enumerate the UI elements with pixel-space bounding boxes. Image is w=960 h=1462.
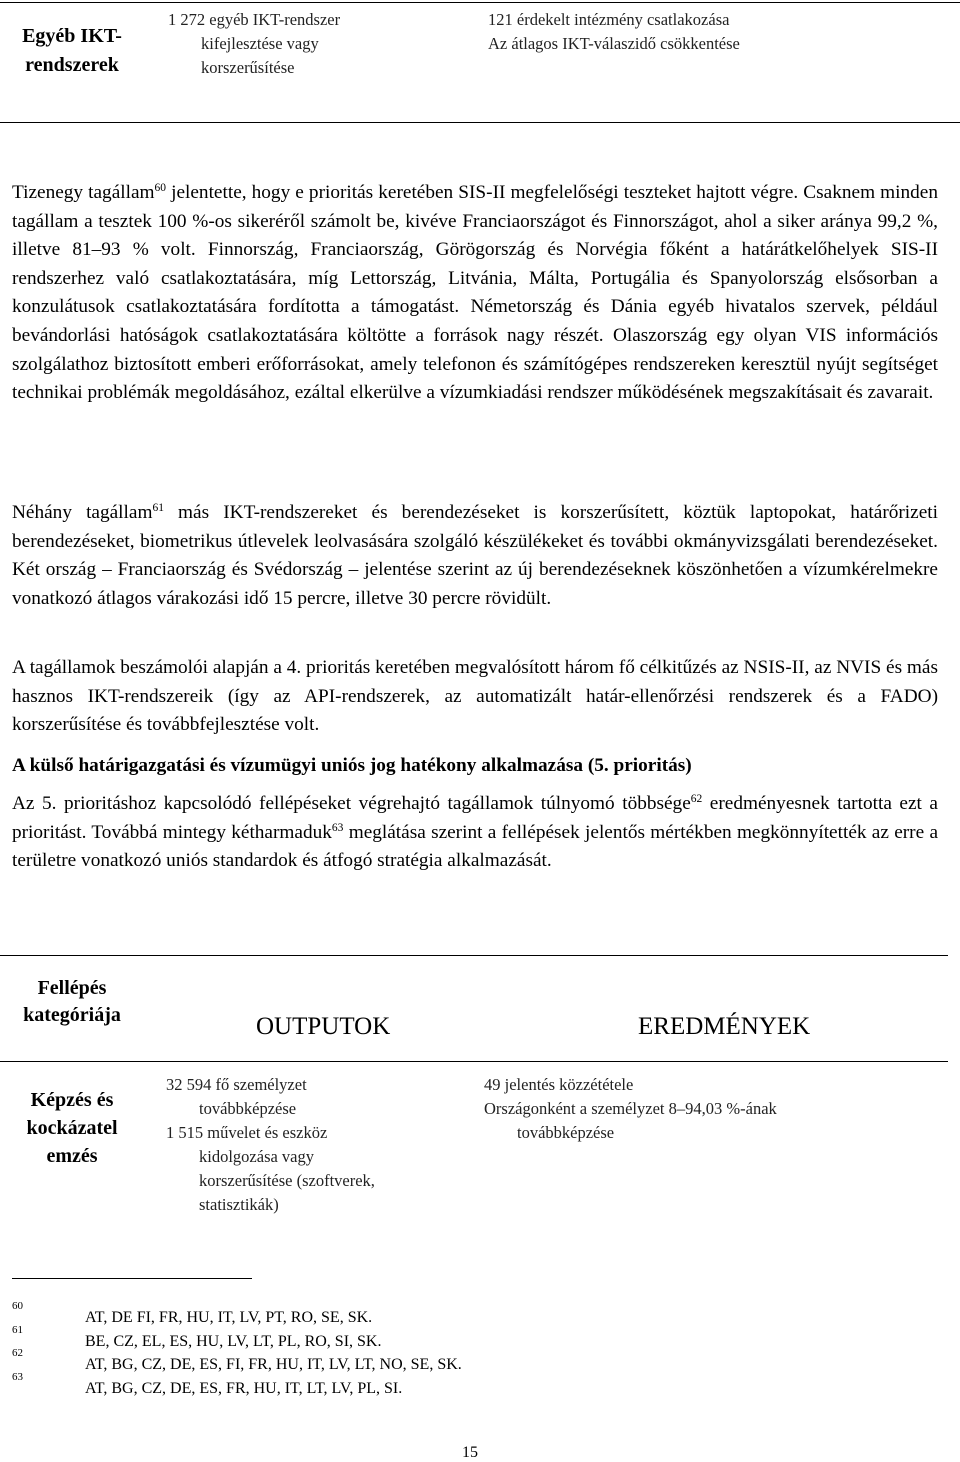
footnote-text: AT, BG, CZ, DE, ES, FI, FR, HU, IT, LV, LT, NO, SE, SK.: [85, 1356, 462, 1373]
bottom-result-line: továbbképzése: [517, 1123, 615, 1142]
bottom-table-results: [484, 1073, 904, 1145]
bottom-table-row-category: Képzés és kockázatel emzés: [26, 1089, 118, 1167]
footnote-text: BE, CZ, EL, ES, HU, LV, LT, PL, RO, SI, SK.: [85, 1332, 382, 1350]
footnote-number: 63: [12, 1370, 23, 1383]
footnote-ref-63[interactable]: 63: [331, 821, 344, 834]
footnote-separator: [12, 1278, 252, 1279]
section-heading: A külső határigazgatási és vízumügyi uniós jog hatékony alkalmazása (5. prioritás): [12, 755, 692, 776]
bottom-output-line: 1 515 művelet és eszköz: [166, 1123, 328, 1142]
bottom-output-line: statisztikák): [199, 1195, 279, 1214]
bottom-output-line: korszerűsítése (szoftverek,: [199, 1171, 375, 1190]
bottom-table-header-results: EREDMÉNYEK: [638, 1013, 811, 1040]
top-table-category: Egyéb IKT-rendszerek: [22, 25, 122, 76]
bottom-table-outputs: [166, 1073, 436, 1217]
bottom-table-border: [0, 955, 948, 956]
paragraph-2: Néhány tagállam$^{61}$ más IKT-rendszereket és berendezéseket is korszerűsített, köztük laptopokat, határőrizeti berendezéseket, biometrikus útlevelek leolvasására szolgáló készülékeket és további okmányvizsgálati berendezéseket. Két ország – Franciaország és Svédország – jelentése szerint az új berendezéseknek köszönhetően a vízumkérelmekre vonatkozó átlagos várakozási idő 15 percre, illetve 30 percre rövidült.: [12, 502, 938, 609]
top-table-results: [488, 8, 948, 56]
bottom-table-header-category: Fellépés kategóriája: [23, 977, 121, 1026]
top-table-divider: [0, 122, 960, 123]
bottom-result-line: 49 jelentés közzététele: [484, 1075, 634, 1094]
footnote-text: AT, BG, CZ, DE, ES, FR, HU, IT, LT, LV, PL, SI.: [85, 1379, 403, 1397]
top-result-line: 121 érdekelt intézmény csatlakozása: [488, 10, 730, 29]
bottom-table-header-divider: [0, 1061, 948, 1062]
top-output-line: 1 272 egyéb IKT-rendszer: [168, 10, 341, 29]
top-output-line: kifejlesztése vagy: [201, 34, 319, 53]
paragraph-4: Az 5. prioritáshoz kapcsolódó fellépéseket végrehajtó tagállamok túlnyomó többsége$^{62}$ eredményesnek tartotta ezt a prioritást. Továbbá mintegy kétharmaduk$^{63}$ meglátása szerint a fellépések jelentős mértékben megkönnyítették az erre a területre vonatkozó uniós standardok és átfogó stratégia alkalmazását.: [12, 793, 939, 872]
paragraph-1: Tizenegy tagállam$^{60}$ jelentette, hogy e prioritás keretében SIS-II megfelelőségi teszteket hajtott végre. Csaknem minden tagállam a tesztek 100 %-os sikeréről számolt be, kivéve Franciaországot és Finnországot, ahol a siker aránya 99,2 %, illetve 81–93 % volt. Finnország, Franciaország, Görögország és Norvégia főként a határátkelőhelyek SIS-II rendszerhez való csatlakoztatására, míg Lettország, Litvánia, Málta, Portugália és Spanyolország elsősorban a konzulátusok csatlakoztatására fordította a támogatást. Németország és Dánia egyéb hivatalos szervek, például bevándorlási hatóságok csatlakoztatására költötte a források nagy részét. Olaszország egy olyan VIS információs szolgálathoz biztosított emberi erőforrásokat, amely telefonon és számítógépes rendszereken keresztül nyújt segítséget technikai problémák megoldásához, ezáltal elkerülve a vízumkiadási rendszer működésének megszakításait és zavarait.: [12, 182, 938, 404]
page-number: 15: [462, 1444, 478, 1461]
bottom-table-header-outputs: OUTPUTOK: [256, 1013, 391, 1040]
top-result-line: Az átlagos IKT-válaszidő csökkentése: [488, 34, 740, 53]
bottom-output-line: 32 594 fő személyzet: [166, 1075, 307, 1094]
footnotes: [12, 1300, 712, 1400]
footnote-number: 61: [12, 1323, 23, 1336]
top-table-border: [0, 2, 960, 3]
bottom-result-line: Országonként a személyzet 8–94,03 %-ának: [484, 1099, 777, 1118]
footnote-number: 62: [12, 1347, 23, 1359]
top-output-line: korszerűsítése: [201, 58, 295, 77]
footnote-ref-62[interactable]: 62: [690, 793, 703, 805]
top-table-outputs: [168, 8, 408, 80]
footnote-60: [12, 1300, 712, 1330]
footnote-62: [12, 1347, 712, 1377]
footnote-ref-60[interactable]: 60: [154, 182, 167, 194]
footnote-text: AT, DE FI, FR, HU, IT, LV, PT, RO, SE, SK.: [85, 1309, 373, 1326]
bottom-output-line: továbbképzése: [199, 1099, 297, 1118]
bottom-output-line: kidolgozása vagy: [199, 1147, 315, 1166]
paragraph-3: A tagállamok beszámolói alapján a 4. prioritás keretében megvalósított három fő célkitűzés az NSIS-II, az NVIS és más hasznos IKT-rendszereik (így az API-rendszerek, az automatizált határ-ellenőrzési rendszerek és a FADO) korszerűsítése és továbbfejlesztése volt.: [12, 657, 938, 736]
footnote-ref-61[interactable]: 61: [152, 502, 164, 514]
footnote-63: [12, 1370, 712, 1401]
footnote-61: [12, 1323, 712, 1354]
footnote-number: 60: [12, 1300, 23, 1312]
